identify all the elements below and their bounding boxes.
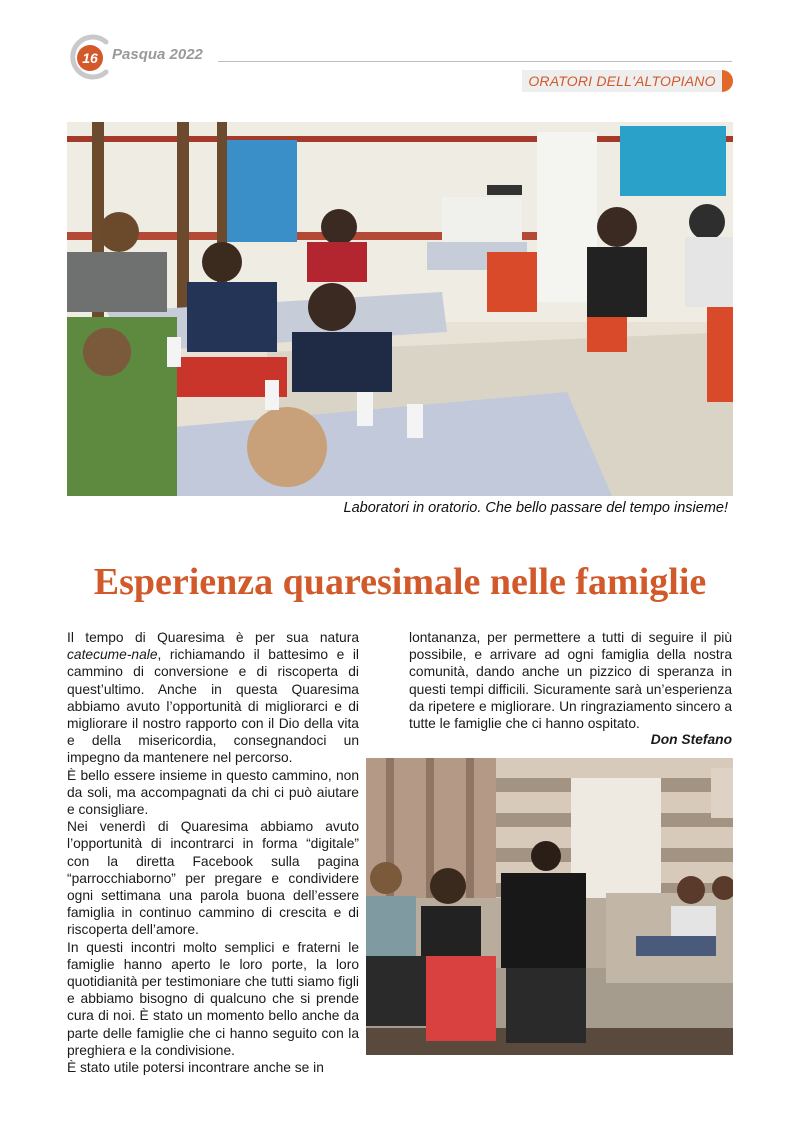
issue-title: Pasqua 2022 [112,46,203,63]
photo-caption: Laboratori in oratorio. Che bello passare del tempo insieme! [343,500,728,516]
section-tag-cap [722,70,733,92]
paragraph-6: lontananza, per permettere a tutti di seguire il più possibile, e arrivare ad ogni famiglia della nostra comunità, dando anche un pizzico di speranza in questi tempi difficili. Sicuramente sarà un’esperienza da ripetere e migliorare. Un ringraziamento sincero a tutte le famiglie che ci hanno ospitato. [409,630,732,732]
paragraph-2: È bello essere insieme in questo cammino, non da soli, ma accompagnati da chi ci può aiutare e consigliare. [67,767,359,818]
header-divider [218,61,732,62]
article-right-column [409,629,732,732]
paragraph-1: Il tempo di Quaresima è per sua natura catecume-nale, richiamando il battesimo e il cammino di conversione e di riscoperta di quest’ultimo. Anche in questa Quaresima abbiamo avuto l’opportunità di migliorarci e di migliorare il nostro rapporto con il Dio della vita e della misericordia, consegnandoci un impegno da mantenere nel percorso. [67,630,359,766]
paragraph-4: In questi incontri molto semplici e fraterni le famiglie hanno aperto le loro porte, la loro quotidianità per testimoniare che tutti siamo figli e abbiamo bisogno di qualcuno che si prende cura di noi. È stato un momento bello anche da parte delle famiglie che ci hanno seguito con la preghiera e la condivisione. [67,939,359,1058]
page-number: 16 [77,45,103,71]
photo-family-meeting [366,758,733,1055]
section-tag: ORATORI DELL'ALTOPIANO [522,70,722,92]
article-left-column [67,629,359,1076]
paragraph-3: Nei venerdì di Quaresima abbiamo avuto l’opportunità di incontrarci in forma “digitale” con la diretta Facebook sulla pagina “parrocchiaborno” per pregare e condividere ogni settimana una parola buona dell’essere famiglia in continuo cammino di crescita e di riscoperta dell’amore. [67,819,359,938]
paragraph-5: È stato utile potersi incontrare anche se in [67,1060,324,1076]
photo-children-workshop [67,122,733,496]
article-title: Esperienza quaresimale nelle famiglie [93,561,707,603]
author-signature: Don Stefano [650,732,732,747]
